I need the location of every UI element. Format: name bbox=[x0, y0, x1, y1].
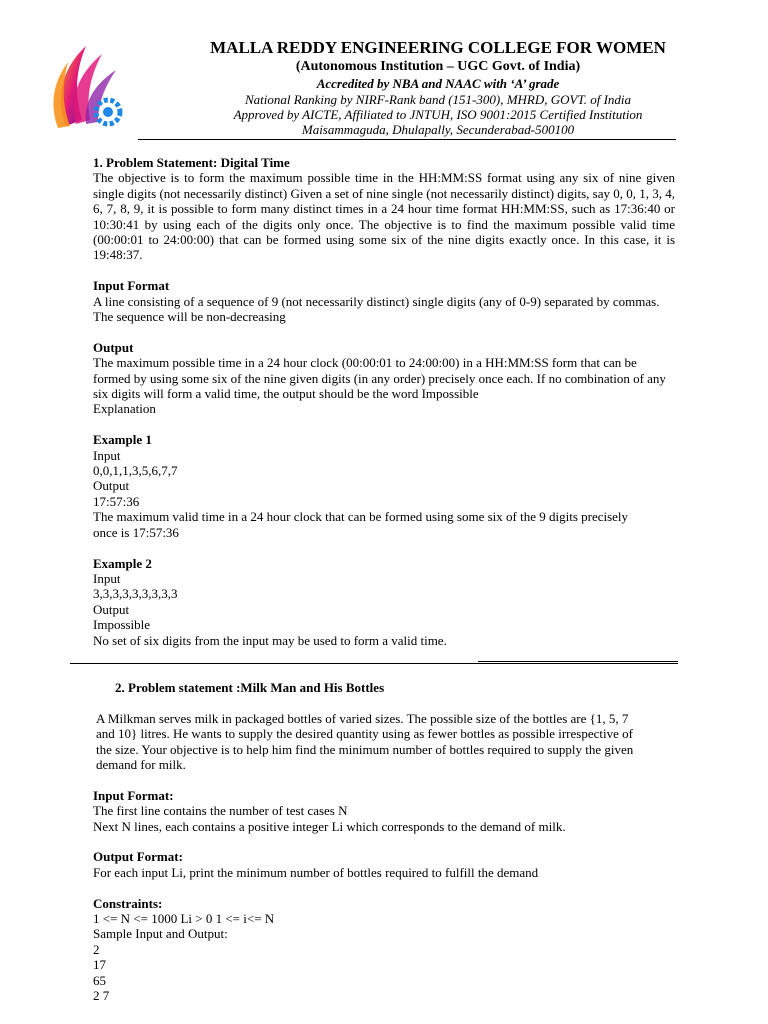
p2-output-text: For each input Li, print the minimum number of bottles required to fulfill the demand bbox=[93, 864, 539, 880]
example-2-output-label: Output bbox=[93, 601, 130, 617]
problem-1-description: The objective is to form the maximum possible time in the HH:MM:SS format using any six of nine given single digits (not necessarily distinct) Given a set of nine single (not necessarily distinct) digits, say 0, 0, 1, 3, 4, 6, 7, 8, 9, it is possible to form many distinct times in a 24 hour time format HH:MM:SS, such as 17:36:40 or 10:30:41 by using each of the digits only once. The objective is to find the maximum possible valid time (00:00:01 to 24:00:00) that can be formed using some six of the nine digits exactly once. In this case, it is 19:48:37. bbox=[93, 170, 676, 263]
p2-sample-line: 65 bbox=[93, 972, 106, 988]
p2-sample-line: 17 bbox=[93, 957, 106, 973]
p2-output-format-heading: Output Format: bbox=[93, 849, 183, 865]
output-text: The maximum possible time in a 24 hour clock (00:00:01 to 24:00:00) in a HH:MM:SS form that can be formed by using some six of the nine given digits (in any order) precisely once each. If no combination of any six digits will form a valid time, the output should be the word Impossible bbox=[93, 355, 666, 402]
header-divider bbox=[138, 139, 676, 140]
problem-1-title: 1. Problem Statement: Digital Time bbox=[93, 155, 290, 170]
p2-input-line1: The first line contains the number of test cases N bbox=[93, 803, 348, 819]
p2-input-line2: Next N lines, each contains a positive integer Li which corresponds to the demand of milk. bbox=[93, 818, 566, 834]
p2-constraints-heading: Constraints: bbox=[93, 895, 163, 911]
p2-sample-line: 2 7 bbox=[93, 988, 110, 1004]
p2-input-format-heading: Input Format: bbox=[93, 787, 174, 803]
example-1-note-line2: once is 17:57:36 bbox=[93, 524, 179, 540]
ranking-line: National Ranking by NIRF-Rank band (151-300), MHRD, GOVT. of India bbox=[244, 92, 632, 107]
problem-2-title: 2. Problem statement :Milk Man and His Bottles bbox=[115, 680, 385, 695]
address-line: Maisammaguda, Dhulapally, Secunderabad-500100 bbox=[301, 122, 575, 137]
autonomous-line: (Autonomous Institution – UGC Govt. of India) bbox=[295, 59, 581, 74]
example-1-output-value: 17:57:36 bbox=[93, 493, 140, 509]
approval-line: Approved by AICTE, Affiliated to JNTUH, ISO 9001:2015 Certified Institution bbox=[233, 107, 643, 122]
p2-constraints-text: 1 <= N <= 1000 Li > 0 1 <= i<= N bbox=[93, 911, 275, 927]
accreditation-line: Accredited by NBA and NAAC with ‘A’ grade bbox=[316, 76, 560, 91]
section-divider bbox=[70, 663, 678, 664]
input-format-heading: Input Format bbox=[93, 278, 170, 294]
example-1-note-line1: The maximum valid time in a 24 hour clock that can be formed using some six of the 9 digits precisely bbox=[93, 509, 629, 525]
example-1-heading: Example 1 bbox=[93, 432, 152, 448]
college-name: MALLA REDDY ENGINEERING COLLEGE FOR WOMEN bbox=[210, 38, 666, 57]
example-1-input-label: Input bbox=[93, 447, 121, 463]
p2-sample-line: 2 bbox=[93, 941, 100, 957]
example-1-output-label: Output bbox=[93, 478, 130, 494]
problem-2-description: A Milkman serves milk in packaged bottles of varied sizes. The possible size of the bottles are {1, 5, 7 and 10} litres. He wants to supply the desired quantity using as fewer bottles as possible irrespective of the size. Your objective is to help him find the minimum number of bottles required to supply the given demand for milk. bbox=[96, 710, 634, 773]
problem-2-section bbox=[93, 680, 675, 1003]
college-emblem-icon bbox=[46, 40, 130, 132]
example-2-input-value: 3,3,3,3,3,3,3,3,3 bbox=[93, 586, 178, 602]
example-1-input-value: 0,0,1,1,3,5,6,7,7 bbox=[93, 463, 178, 479]
example-2-heading: Example 2 bbox=[93, 555, 152, 571]
explanation-label: Explanation bbox=[93, 401, 156, 417]
example-2-output-value: Impossible bbox=[93, 617, 151, 633]
example-2-note: No set of six digits from the input may be used to form a valid time. bbox=[93, 632, 447, 648]
input-format-text: A line consisting of a sequence of 9 (not necessarily distinct) single digits (any of 0-9) separated by commas. The sequence will be non-decreasing bbox=[93, 293, 660, 325]
output-heading: Output bbox=[93, 339, 134, 355]
problem-1-section bbox=[93, 155, 675, 648]
p2-sample-label: Sample Input and Output: bbox=[93, 926, 228, 942]
example-2-input-label: Input bbox=[93, 570, 121, 586]
section-divider-short bbox=[478, 661, 678, 662]
